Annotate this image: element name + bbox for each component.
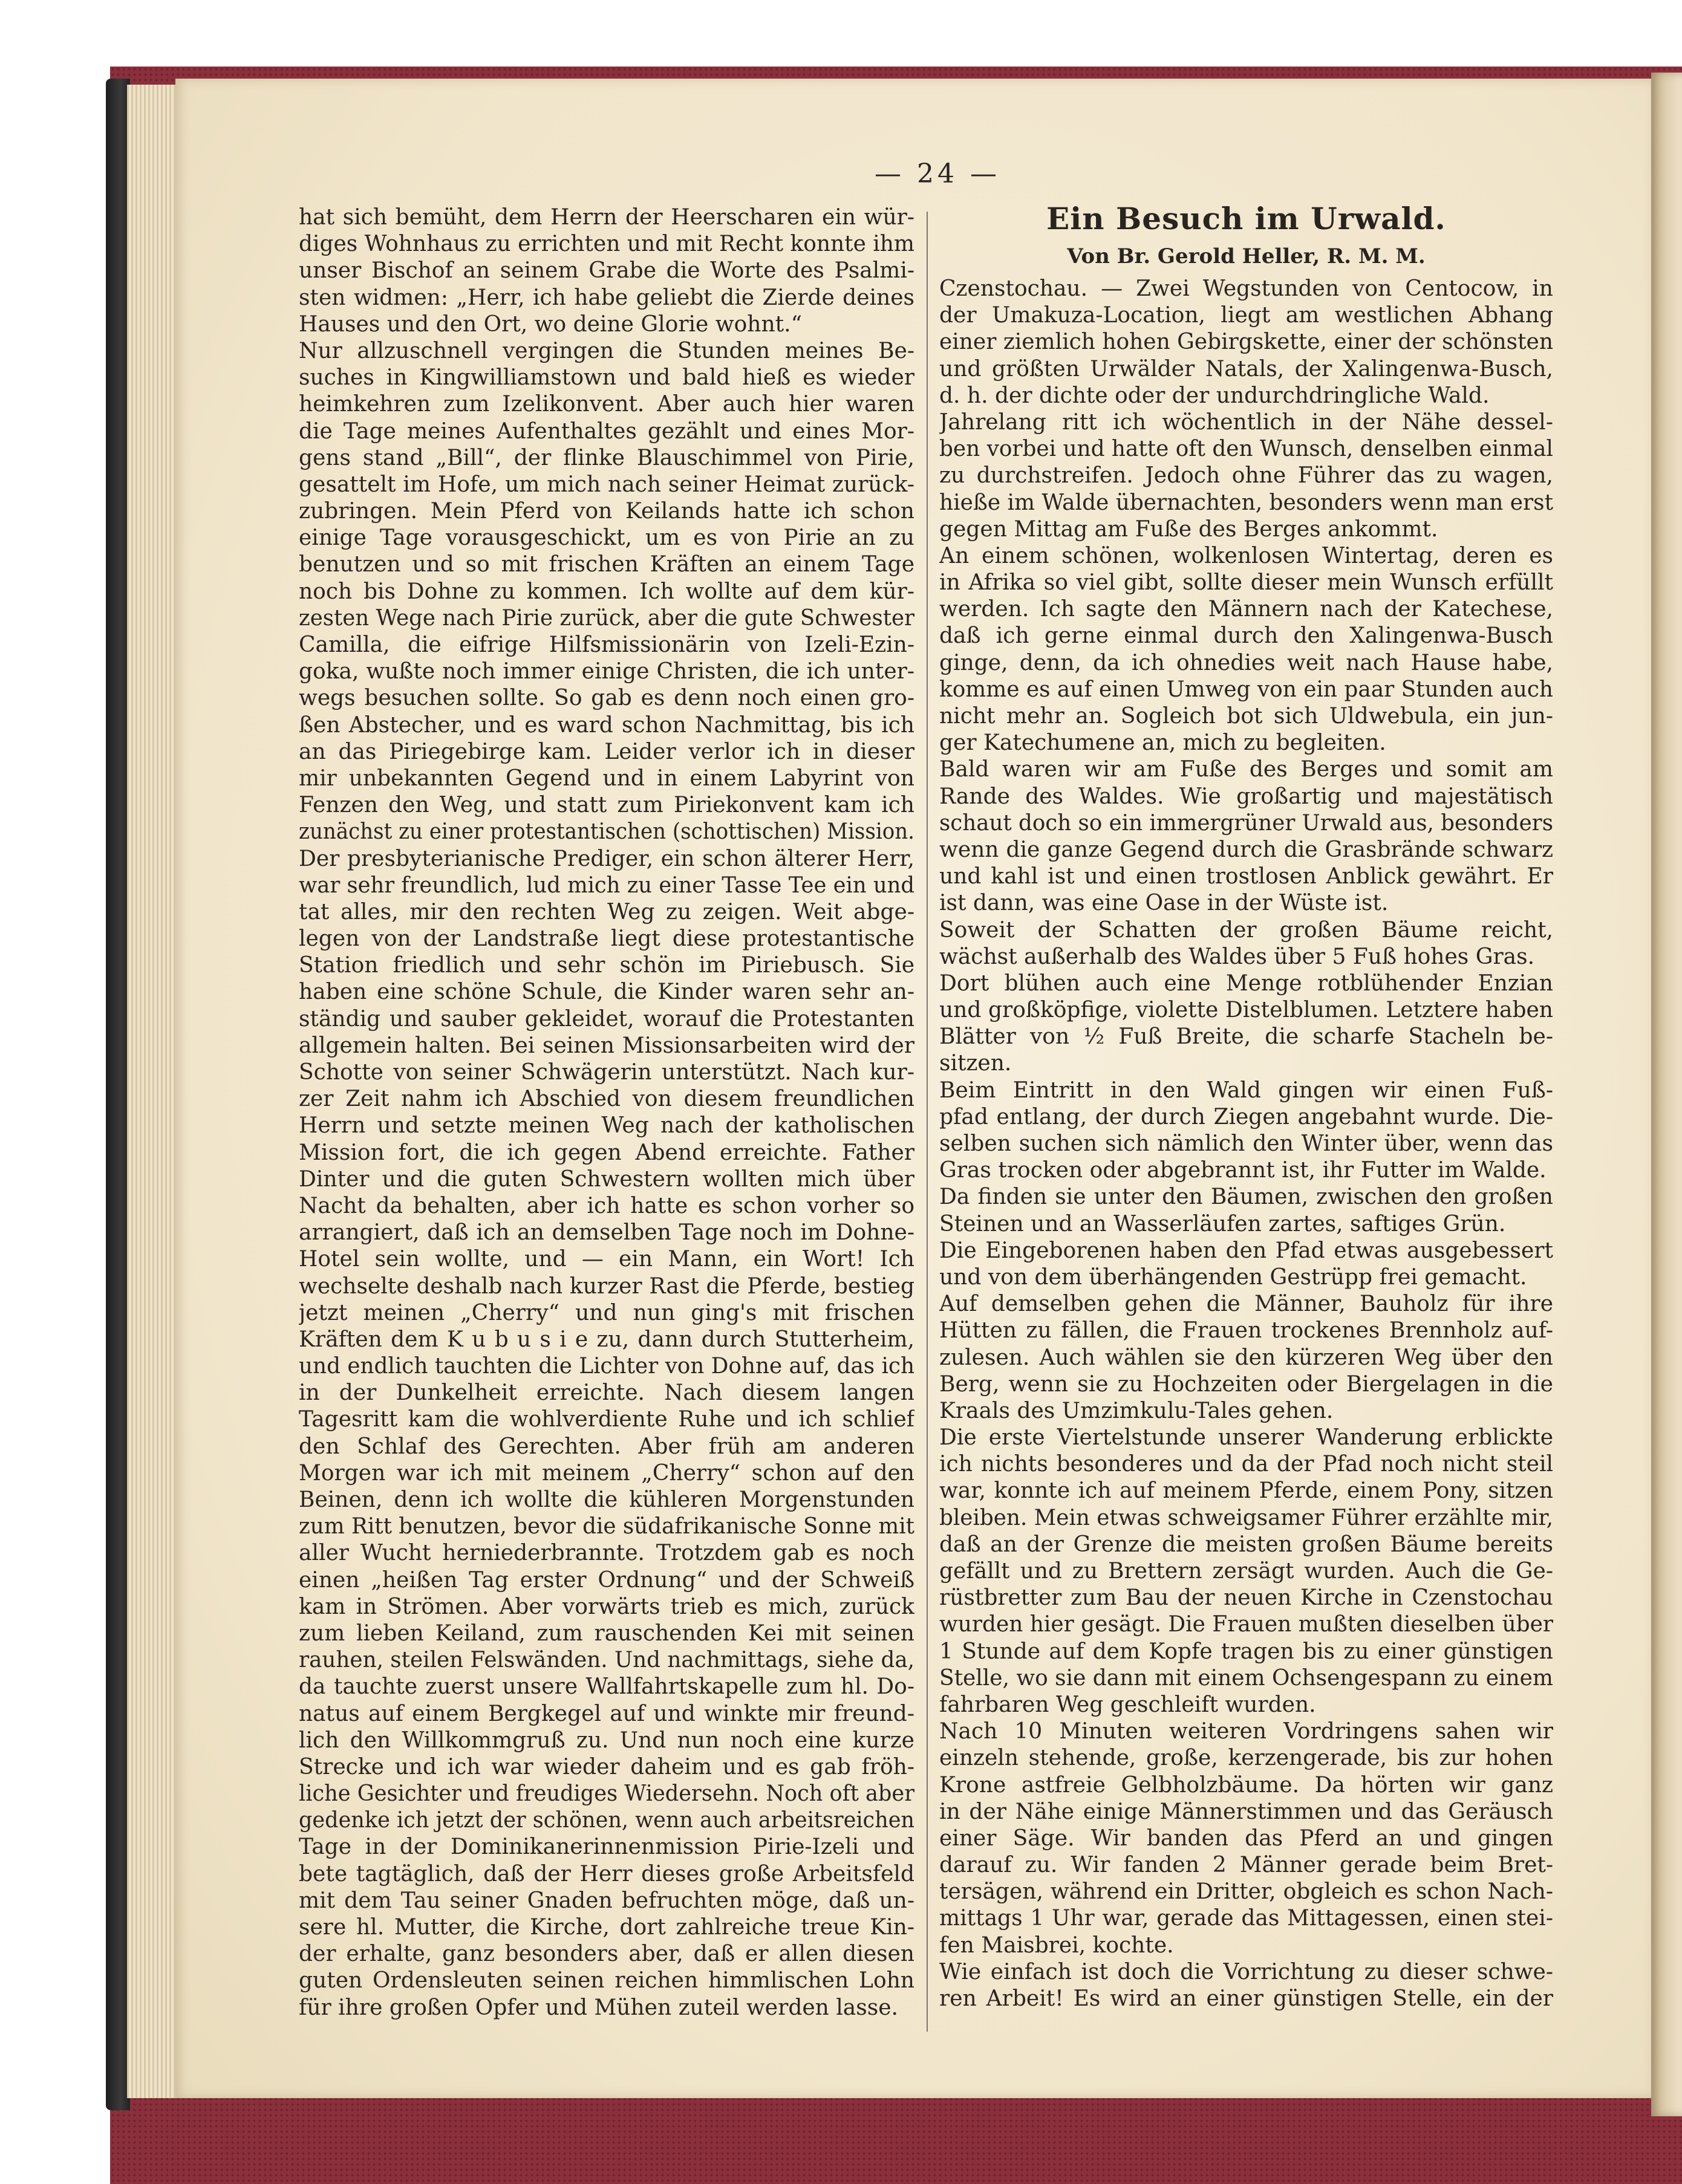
text-line: werden. Ich sagte den Männern nach der Katechese, xyxy=(939,597,1553,622)
text-line: Da finden sie unter den Bäumen, zwischen den großen xyxy=(939,1185,1553,1210)
text-line: gens stand „Bill“, der flinke Blauschimmel von Pirie, xyxy=(299,445,914,470)
text-line: Nach 10 Minuten weiteren Vordringens sahen wir xyxy=(939,1719,1553,1744)
text-line: Tagesritt kam die wohlverdiente Ruhe und ich schlief xyxy=(299,1407,914,1432)
text-line: wurden hier gesägt. Die Frauen mußten dieselben über xyxy=(939,1612,1553,1637)
text-line: Mission fort, die ich gegen Abend erreichte. Father xyxy=(299,1140,914,1165)
article-byline: Von Br. Gerold Heller, R. M. M. xyxy=(1067,244,1426,268)
text-line: und kahl ist und einen trostlosen Anblick gewährt. Er xyxy=(939,864,1553,889)
text-line: pfad entlang, der durch Ziegen angebahnt wurde. Die- xyxy=(939,1104,1553,1129)
text-line: natus auf einem Bergkegel auf und winkte mir freund- xyxy=(299,1701,914,1726)
text-line: sten widmen: „Herr, ich habe geliebt die Zierde deines xyxy=(299,285,914,310)
text-line: ist dann, was eine Oase in der Wüste ist. xyxy=(939,891,1389,916)
text-line: Die Eingeborenen haben den Pfad etwas ausgebessert xyxy=(939,1238,1553,1263)
article-title: Ein Besuch im Urwald. xyxy=(1046,204,1446,236)
text-line: mit dem Tau seiner Gnaden befruchten möge, daß un- xyxy=(299,1888,914,1913)
text-line: Krone astfreie Gelbholzbäume. Da hörten wir ganz xyxy=(939,1772,1553,1798)
page-edges xyxy=(127,85,181,2098)
text-line: An einem schönen, wolkenlosen Wintertag, deren es xyxy=(939,543,1553,568)
text-line: Die erste Viertelstunde unserer Wanderung erblickte xyxy=(939,1425,1553,1451)
text-line: benutzen und so mit frischen Kräften an einem Tage xyxy=(299,552,914,577)
text-line: mir unbekannten Gegend und in einem Labyrint von xyxy=(299,765,914,791)
text-line: hieße im Walde übernachten, besonders wenn man erst xyxy=(939,490,1553,515)
text-line: und größten Urwälder Natals, der Xalingenwa-Busch, xyxy=(939,356,1553,382)
text-line: Stelle, wo sie dann mit einem Ochsengespann zu einem xyxy=(939,1665,1553,1691)
text-line: ren Arbeit! Es wird an einer günstigen Stelle, ein der xyxy=(939,1986,1553,2011)
text-line: die Tage meines Aufenthaltes gezählt und eines Mor- xyxy=(299,418,914,444)
text-line: hat sich bemüht, dem Herrn der Heerscharen ein wür- xyxy=(299,205,914,230)
text-line: den Schlaf des Gerechten. Aber früh am anderen xyxy=(299,1434,914,1459)
text-line: sitzen. xyxy=(939,1051,1012,1076)
text-line: Bald waren wir am Fuße des Berges und somit am xyxy=(939,757,1553,782)
text-line: goka, wußte noch immer einige Christen, die ich unter- xyxy=(299,659,914,684)
text-line: zer Zeit nahm ich Abschied von diesem freundlichen xyxy=(299,1087,914,1112)
text-line: in der Nähe einige Männerstimmen und das Geräusch xyxy=(939,1799,1553,1824)
right-text-column xyxy=(939,204,1553,2049)
text-line: zunächst zu einer protestantischen (schottischen) Mission. xyxy=(299,819,914,845)
text-line: Beim Eintritt in den Wald gingen wir einen Fuß- xyxy=(939,1077,1553,1103)
text-line: haben eine schöne Schule, die Kinder waren sehr an- xyxy=(299,980,914,1005)
text-line: Morgen war ich mit meinem „Cherry“ schon auf den xyxy=(299,1460,914,1486)
column-divider xyxy=(927,212,928,2032)
text-line: für ihre großen Opfer und Mühen zuteil werden lasse. xyxy=(299,1995,898,2020)
text-line: allgemein halten. Bei seinen Missionsarbeiten wird der xyxy=(299,1033,914,1058)
text-line: tersägen, während ein Dritter, obgleich es schon Nach- xyxy=(939,1879,1553,1905)
text-line: Der presbyterianische Prediger, ein schon älterer Herr, xyxy=(299,846,914,871)
text-line: zulesen. Auch wählen sie den kürzeren Weg über den xyxy=(939,1345,1553,1370)
text-line: Dort blühen auch eine Menge rotblühender Enzian xyxy=(939,970,1553,996)
text-line: Nacht da behalten, aber ich hatte es schon vorher so xyxy=(299,1193,914,1218)
text-line: zubringen. Mein Pferd von Keilands hatte ich schon xyxy=(299,499,914,524)
text-line: nicht mehr an. Sogleich bot sich Uldwebula, ein jun- xyxy=(939,704,1553,729)
text-line: da tauchte zuerst unsere Wallfahrtskapelle zum hl. Do- xyxy=(299,1674,914,1700)
text-line: legen von der Landstraße liegt diese protestantische xyxy=(299,926,914,952)
text-line: Hauses und den Ort, wo deine Glorie wohnt.“ xyxy=(299,311,802,337)
text-line: daß ich gerne einmal durch den Xalingenwa-Busch xyxy=(939,623,1553,649)
text-line: sere hl. Mutter, die Kirche, dort zahlreiche treue Kin- xyxy=(299,1915,914,1940)
text-line: Berg, wenn sie zu Hochzeiten oder Biergelagen in die xyxy=(939,1371,1553,1397)
text-line: selben suchen sich nämlich den Winter über, wenn das xyxy=(939,1131,1553,1156)
text-line: jetzt meinen „Cherry“ und nun ging's mit frischen xyxy=(299,1300,914,1325)
text-line: und großköpfige, violette Distelblumen. Letztere haben xyxy=(939,998,1553,1023)
text-line: schaut doch so ein immergrüner Urwald aus, besonders xyxy=(939,810,1553,836)
text-line: rüstbretter zum Bau der neuen Kirche in Czenstochau xyxy=(939,1585,1553,1611)
text-line: suches in Kingwilliamstown und bald hieß es wieder xyxy=(299,365,914,391)
text-line: d. h. der dichte oder der undurchdringliche Wald. xyxy=(939,383,1490,408)
text-line: ginge, denn, da ich ohnedies weit nach Hause habe, xyxy=(939,650,1553,675)
text-line: Tage in der Dominikanerinnenmission Pirie-Izeli und xyxy=(299,1835,914,1860)
text-line: noch bis Dohne zu kommen. Ich wollte auf dem kür- xyxy=(299,579,914,604)
text-line: Nur allzuschnell vergingen die Stunden meines Be- xyxy=(299,338,914,363)
text-line: lich den Willkommgruß zu. Und nun noch eine kurze xyxy=(299,1727,914,1753)
text-line: unser Bischof an seinem Grabe die Worte des Psalmi- xyxy=(299,258,914,284)
text-line: komme es auf einen Umweg von ein paar Stunden auch xyxy=(939,677,1553,702)
text-line: Kraals des Umzimkulu-Tales gehen. xyxy=(939,1398,1334,1423)
text-line: Blätter von ½ Fuß Breite, die scharfe Stacheln be- xyxy=(939,1024,1553,1050)
text-line: wechselte deshalb nach kurzer Rast die Pferde, bestieg xyxy=(299,1273,914,1299)
text-line: gesattelt im Hofe, um mich nach seiner Heimat zurück- xyxy=(299,472,914,497)
text-line: Jahrelang ritt ich wöchentlich in der Nähe dessel- xyxy=(939,409,1553,435)
text-line: gedenke ich jetzt der schönen, wenn auch arbeitsreichen xyxy=(299,1808,914,1833)
text-line: darauf zu. Wir fanden 2 Männer gerade beim Bret- xyxy=(939,1853,1553,1878)
text-line: der Umakuza-Location, liegt am westlichen Abhang xyxy=(939,303,1553,328)
left-text-column xyxy=(299,204,914,2049)
text-line: Herrn und setzte meinen Weg nach der katholischen xyxy=(299,1113,914,1139)
text-line: guten Ordensleuten seinen reichen himmlischen Lohn xyxy=(299,1968,914,1994)
text-line: Kräften dem K u b u s i e zu, dann durch Stutterheim, xyxy=(299,1327,914,1352)
text-line: der erhalte, ganz besonders aber, daß er allen diesen xyxy=(299,1942,914,1967)
text-line: war, konnte ich auf meinem Pferde, einem Pony, sitzen xyxy=(939,1478,1553,1504)
text-line: aller Wucht herniederbrannte. Trotzdem gab es noch xyxy=(299,1541,914,1566)
book-spine xyxy=(106,79,130,2110)
text-line: ich nichts besonderes und da der Pfad noch nicht steil xyxy=(939,1452,1553,1477)
text-line: Gras trocken oder abgebrannt ist, ihr Futter im Walde. xyxy=(939,1158,1547,1183)
text-line: zum Ritt benutzen, bevor die südafrikanische Sonne mit xyxy=(299,1514,914,1539)
text-line: daß an der Grenze die meisten großen Bäume bereits xyxy=(939,1532,1553,1557)
text-line: arrangiert, daß ich an demselben Tage noch im Dohne- xyxy=(299,1220,914,1246)
text-line: ben vorbei und hatte oft den Wunsch, denselben einmal xyxy=(939,437,1553,462)
text-line: ßen Abstecher, und es ward schon Nachmittag, bis ich xyxy=(299,712,914,738)
text-line: zesten Wege nach Pirie zurück, aber die gute Schwester xyxy=(299,605,914,631)
text-line: wächst außerhalb des Waldes über 5 Fuß hohes Gras. xyxy=(939,944,1535,969)
text-line: Fenzen den Weg, und statt zum Piriekonvent kam ich xyxy=(299,793,914,818)
text-line: zu durchstreifen. Jedoch ohne Führer das zu wagen, xyxy=(939,463,1553,489)
text-line: wegs besuchen sollte. So gab es denn noch einen gro- xyxy=(299,686,914,711)
text-line: Steinen und an Wasserläufen zartes, saftiges Grün. xyxy=(939,1211,1506,1237)
text-line: zum lieben Keiland, zum rauschenden Kei mit seinen xyxy=(299,1620,914,1646)
text-line: an das Piriegebirge kam. Leider verlor ich in dieser xyxy=(299,739,914,764)
text-line: wenn die ganze Gegend durch die Grasbrände schwarz xyxy=(939,837,1553,862)
text-line: ständig und sauber gekleidet, worauf die Protestanten xyxy=(299,1006,914,1032)
text-line: einer ziemlich hohen Gebirgskette, einer der schönsten xyxy=(939,330,1553,355)
text-line: liche Gesichter und freudiges Wiedersehn. Noch oft aber xyxy=(299,1781,914,1807)
text-line: mittags 1 Uhr war, gerade das Mittagessen, einen stei- xyxy=(939,1906,1553,1931)
text-line: 1 Stunde auf dem Kopfe tragen bis zu einer günstigen xyxy=(939,1639,1553,1664)
text-line: Rande des Waldes. Wie großartig und majestätisch xyxy=(939,784,1553,809)
text-line: in der Dunkelheit erreichte. Nach diesem langen xyxy=(299,1380,914,1406)
text-line: einen „heißen Tag erster Ordnung“ und der Schweiß xyxy=(299,1567,914,1593)
text-line: kam in Strömen. Aber vorwärts trieb es mich, zurück xyxy=(299,1594,914,1619)
text-line: bleiben. Mein etwas schweigsamer Führer erzählte mir, xyxy=(939,1505,1553,1530)
text-line: einige Tage vorausgeschickt, um es von Pirie an zu xyxy=(299,525,914,551)
text-line: rauhen, steilen Felswänden. Und nachmittags, siehe da, xyxy=(299,1648,914,1673)
text-line: Hütten zu fällen, die Frauen trockenes Brennholz auf- xyxy=(939,1318,1553,1344)
text-line: und endlich tauchten die Lichter von Dohne auf, das ich xyxy=(299,1354,914,1379)
text-line: Soweit der Schatten der großen Bäume reicht, xyxy=(939,917,1553,943)
text-line: heimkehren zum Izelikonvent. Aber auch hier waren xyxy=(299,392,914,417)
text-line: Wie einfach ist doch die Vorrichtung zu dieser schwe- xyxy=(939,1959,1553,1984)
text-line: und von dem überhängenden Gestrüpp frei gemacht. xyxy=(939,1264,1527,1290)
text-line: gefällt und zu Brettern zersägt wurden. Auch die Ge- xyxy=(939,1559,1553,1584)
text-line: Beinen, denn ich wollte die kühleren Morgenstunden xyxy=(299,1487,914,1512)
text-line: Station friedlich und sehr schön im Piriebusch. Sie xyxy=(299,953,914,978)
text-line: Strecke und ich war wieder daheim und es gab fröh- xyxy=(299,1754,914,1779)
text-line: Schotte von seiner Schwägerin unterstützt. Nach kur- xyxy=(299,1060,914,1085)
text-line: ger Katechumene an, mich zu begleiten. xyxy=(939,730,1386,756)
text-line: war sehr freundlich, lud mich zu einer Tasse Tee ein und xyxy=(299,873,914,898)
text-line: diges Wohnhaus zu errichten und mit Recht konnte ihm xyxy=(299,232,914,257)
page-number: — 24 — xyxy=(875,158,1000,189)
text-line: einzeln stehende, große, kerzengerade, bis zur hohen xyxy=(939,1746,1553,1771)
text-line: bete tagtäglich, daß der Herr dieses große Arbeitsfeld xyxy=(299,1861,914,1887)
text-line: tat alles, mir den rechten Weg zu zeigen. Weit abge- xyxy=(299,899,914,925)
text-line: Czenstochau. — Zwei Wegstunden von Centocow, in xyxy=(939,276,1553,301)
text-line: fen Maisbrei, kochte. xyxy=(939,1932,1174,1958)
text-line: in Afrika so viel gibt, sollte dieser mein Wunsch erfüllt xyxy=(939,570,1553,596)
text-line: fahrbaren Weg geschleift wurden. xyxy=(939,1692,1316,1717)
facing-page-edge xyxy=(1651,73,1682,2116)
text-line: gegen Mittag am Fuße des Berges ankommt. xyxy=(939,516,1438,542)
text-line: Auf demselben gehen die Männer, Bauholz für ihre xyxy=(939,1292,1553,1317)
text-line: Camilla, die eifrige Hilfsmissionärin von Izeli-Ezin- xyxy=(299,632,914,657)
text-line: Dinter und die guten Schwestern wollten mich über xyxy=(299,1166,914,1192)
text-line: einer Säge. Wir banden das Pferd an und gingen xyxy=(939,1825,1553,1851)
text-line: Hotel sein wollte, und — ein Mann, ein Wort! Ich xyxy=(299,1247,914,1272)
